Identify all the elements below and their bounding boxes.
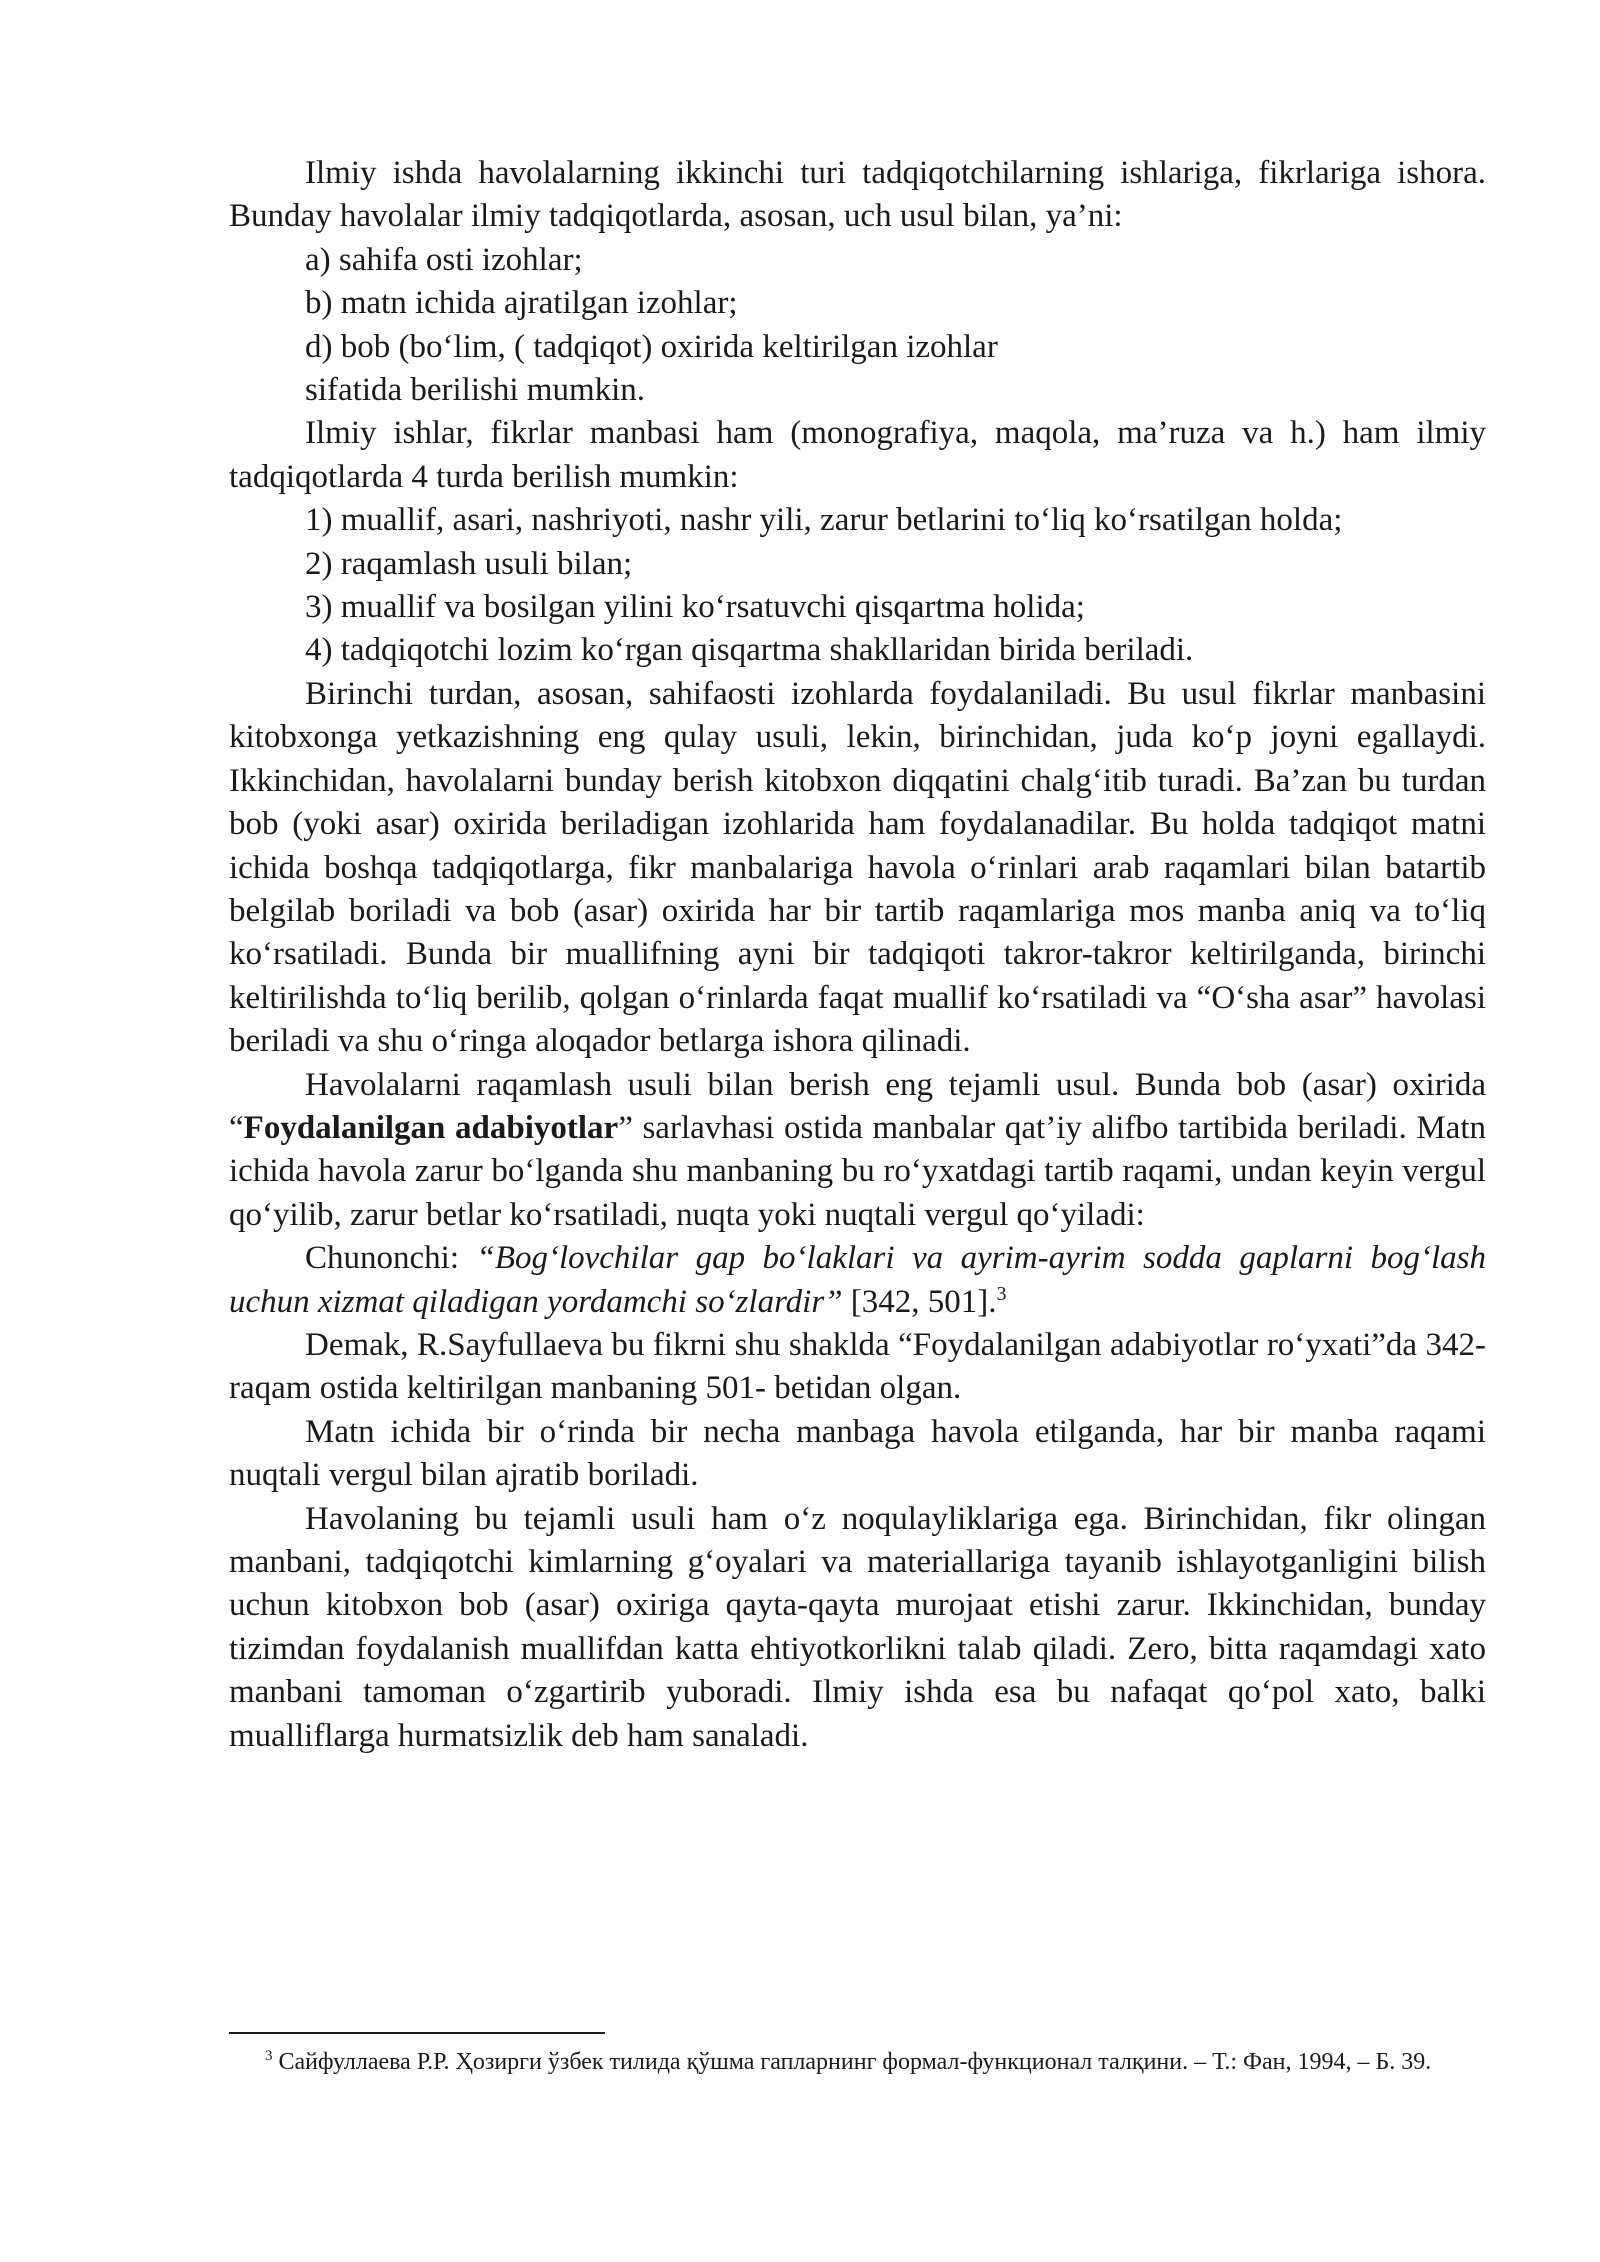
paragraph-3: Birinchi turdan, asosan, sahifaosti izohlarda foydalaniladi. Bu usul fikrlar manbasini kitobxonga yetkazishning eng qulay usuli, lekin, birinchidan, juda ko‘p joyni egallaydi. Ikkinchidan, havolalarni bunday berish kitobxon diqqatini chalg‘itib turadi. Ba’zan bu turdan bob (yoki asar) oxirida beriladigan izohlarida ham foydalanadilar. Bu holda tadqiqot matni ichida boshqa tadqiqotlarga, fikr manbalariga havola o‘rinlari arab raqamlari bilan batartib belgilab boriladi va bob (asar) oxirida har bir tartib raqamlariga mos manba aniq va to‘liq ko‘rsatiladi. Bunda bir muallifning ayni bir tadqiqoti takror-takror keltirilganda, birinchi keltirilishda to‘liq berilib, qolgan o‘rinlarda faqat muallif ko‘rsatiladi va “O‘sha asar” havolasi beriladi va shu o‘ringa aloqador betlarga ishora qilinadi. — [229, 675, 1486, 1060]
paragraph-6: Demak, R.Sayfullaeva bu fikrni shu shaklda “Foydalanilgan adabiyotlar ro‘yxati”da 342- raqam ostida keltirilgan manbaning 501- betidan olgan. — [229, 1326, 1486, 1407]
quote-text: “Bog‘lovchilar gap bo‘laklari va ayrim-ayrim sodda gaplarni bog‘lash uchun xizmat qiladigan yordamchi so‘zlardir” — [229, 1240, 1486, 1320]
list-item-2: 2) raqamlash usuli bilan; — [305, 545, 633, 582]
list-item-b: b) matn ichida ajratilgan izohlar; — [305, 285, 738, 322]
paragraph-5-quote — [229, 1237, 1486, 1324]
list-item-3: 3) muallif va bosilgan yilini ko‘rsatuvchi qisqartma holida; — [305, 589, 1085, 626]
paragraph-2: Ilmiy ishlar, fikrlar manbasi ham (monografiya, maqola, ma’ruza va h.) ham ilmiy tadqiqotlarda 4 turda berilish mumkin: — [229, 415, 1486, 495]
paragraph-4-text-start: Havolalarni raqamlash usuli bilan berish eng tejamli usul. Bunda bob (asar) oxirida “ — [229, 1066, 1486, 1146]
paragraph-7: Matn ichida bir o‘rinda bir necha manbaga havola etilganda, har bir manba raqami nuqtali vergul bilan ajratib boriladi. — [229, 1413, 1486, 1494]
paragraph-4-text-end: ” sarlavhasi ostida manbalar qat’iy alifbo tartibida beriladi. Matn ichida havola zarur bo‘lganda shu manbaning bu ro‘yxatdagi tartib raqami, undan keyin vergul qo‘yilib, zarur betlar ko‘rsatiladi, nuqta yoki nuqtali vergul qo‘yiladi: — [229, 1109, 1486, 1233]
footnote-line — [229, 2047, 1486, 2078]
list-item-4: 4) tadqiqotchi lozim ko‘rgan qisqartma shakllaridan birida beriladi. — [305, 632, 1194, 669]
paragraph-8: Havolaning bu tejamli usuli ham o‘z noqulayliklariga ega. Birinchidan, fikr olingan manbani, tadqiqotchi kimlarning g‘oyalari va materiallariga tayanib ishlayotganligini bilish uchun kitobxon bob (asar) oxiriga qayta-qayta murojaat etishi zarur. Ikkinchidan, bunday tizimdan foydalanish muallifdan katta ehtiyotkorlikni talab qiladi. Zero, bitta raqamdagi xato manbani tamoman o‘zgartirib yuboradi. Ilmiy ishda esa bu nafaqat qo‘pol xato, balki mualliflarga hurmatsizlik deb ham sanaladi. — [229, 1500, 1486, 1754]
footnote-number: 3 — [265, 2048, 273, 2064]
footnote-marker: 3 — [996, 1282, 1007, 1305]
list-item-d: d) bob (bo‘lim, ( tadqiqot) oxirida keltirilgan izohlar — [305, 328, 998, 365]
list-item-1: 1) muallif, asari, nashriyoti, nashr yili, zarur betlarini to‘liq ko‘rsatilgan holda; — [305, 502, 1343, 539]
footnote-separator — [229, 2032, 605, 2034]
list-item-a: a) sahifa osti izohlar; — [305, 241, 583, 278]
quote-lead: Chunonchi: — [305, 1240, 477, 1277]
footnote-text: Сайфуллаева Р.Р. Ҳозирги ўзбек тилида қўшма гапларнинг формал-функционал талқини. – Т.: Фан, 1994, – Б. 39. — [272, 2049, 1432, 2075]
list-continuation: sifatida berilishi mumkin. — [305, 372, 646, 409]
citation-ref: [342, 501]. — [842, 1283, 997, 1320]
paragraph-1: Ilmiy ishda havolalarning ikkinchi turi tadqiqotchilarning ishlariga, fikrlariga ishora. Bunday havolalar ilmiy tadqiqotlarda, asosan, uch usul bilan, ya’ni: — [229, 155, 1486, 235]
bibliography-title-bold: Foydalanilgan adabiyotlar — [243, 1109, 619, 1146]
paragraph-4 — [229, 1064, 1486, 1238]
document-body — [229, 152, 1486, 1758]
footnote — [229, 2047, 1486, 2078]
